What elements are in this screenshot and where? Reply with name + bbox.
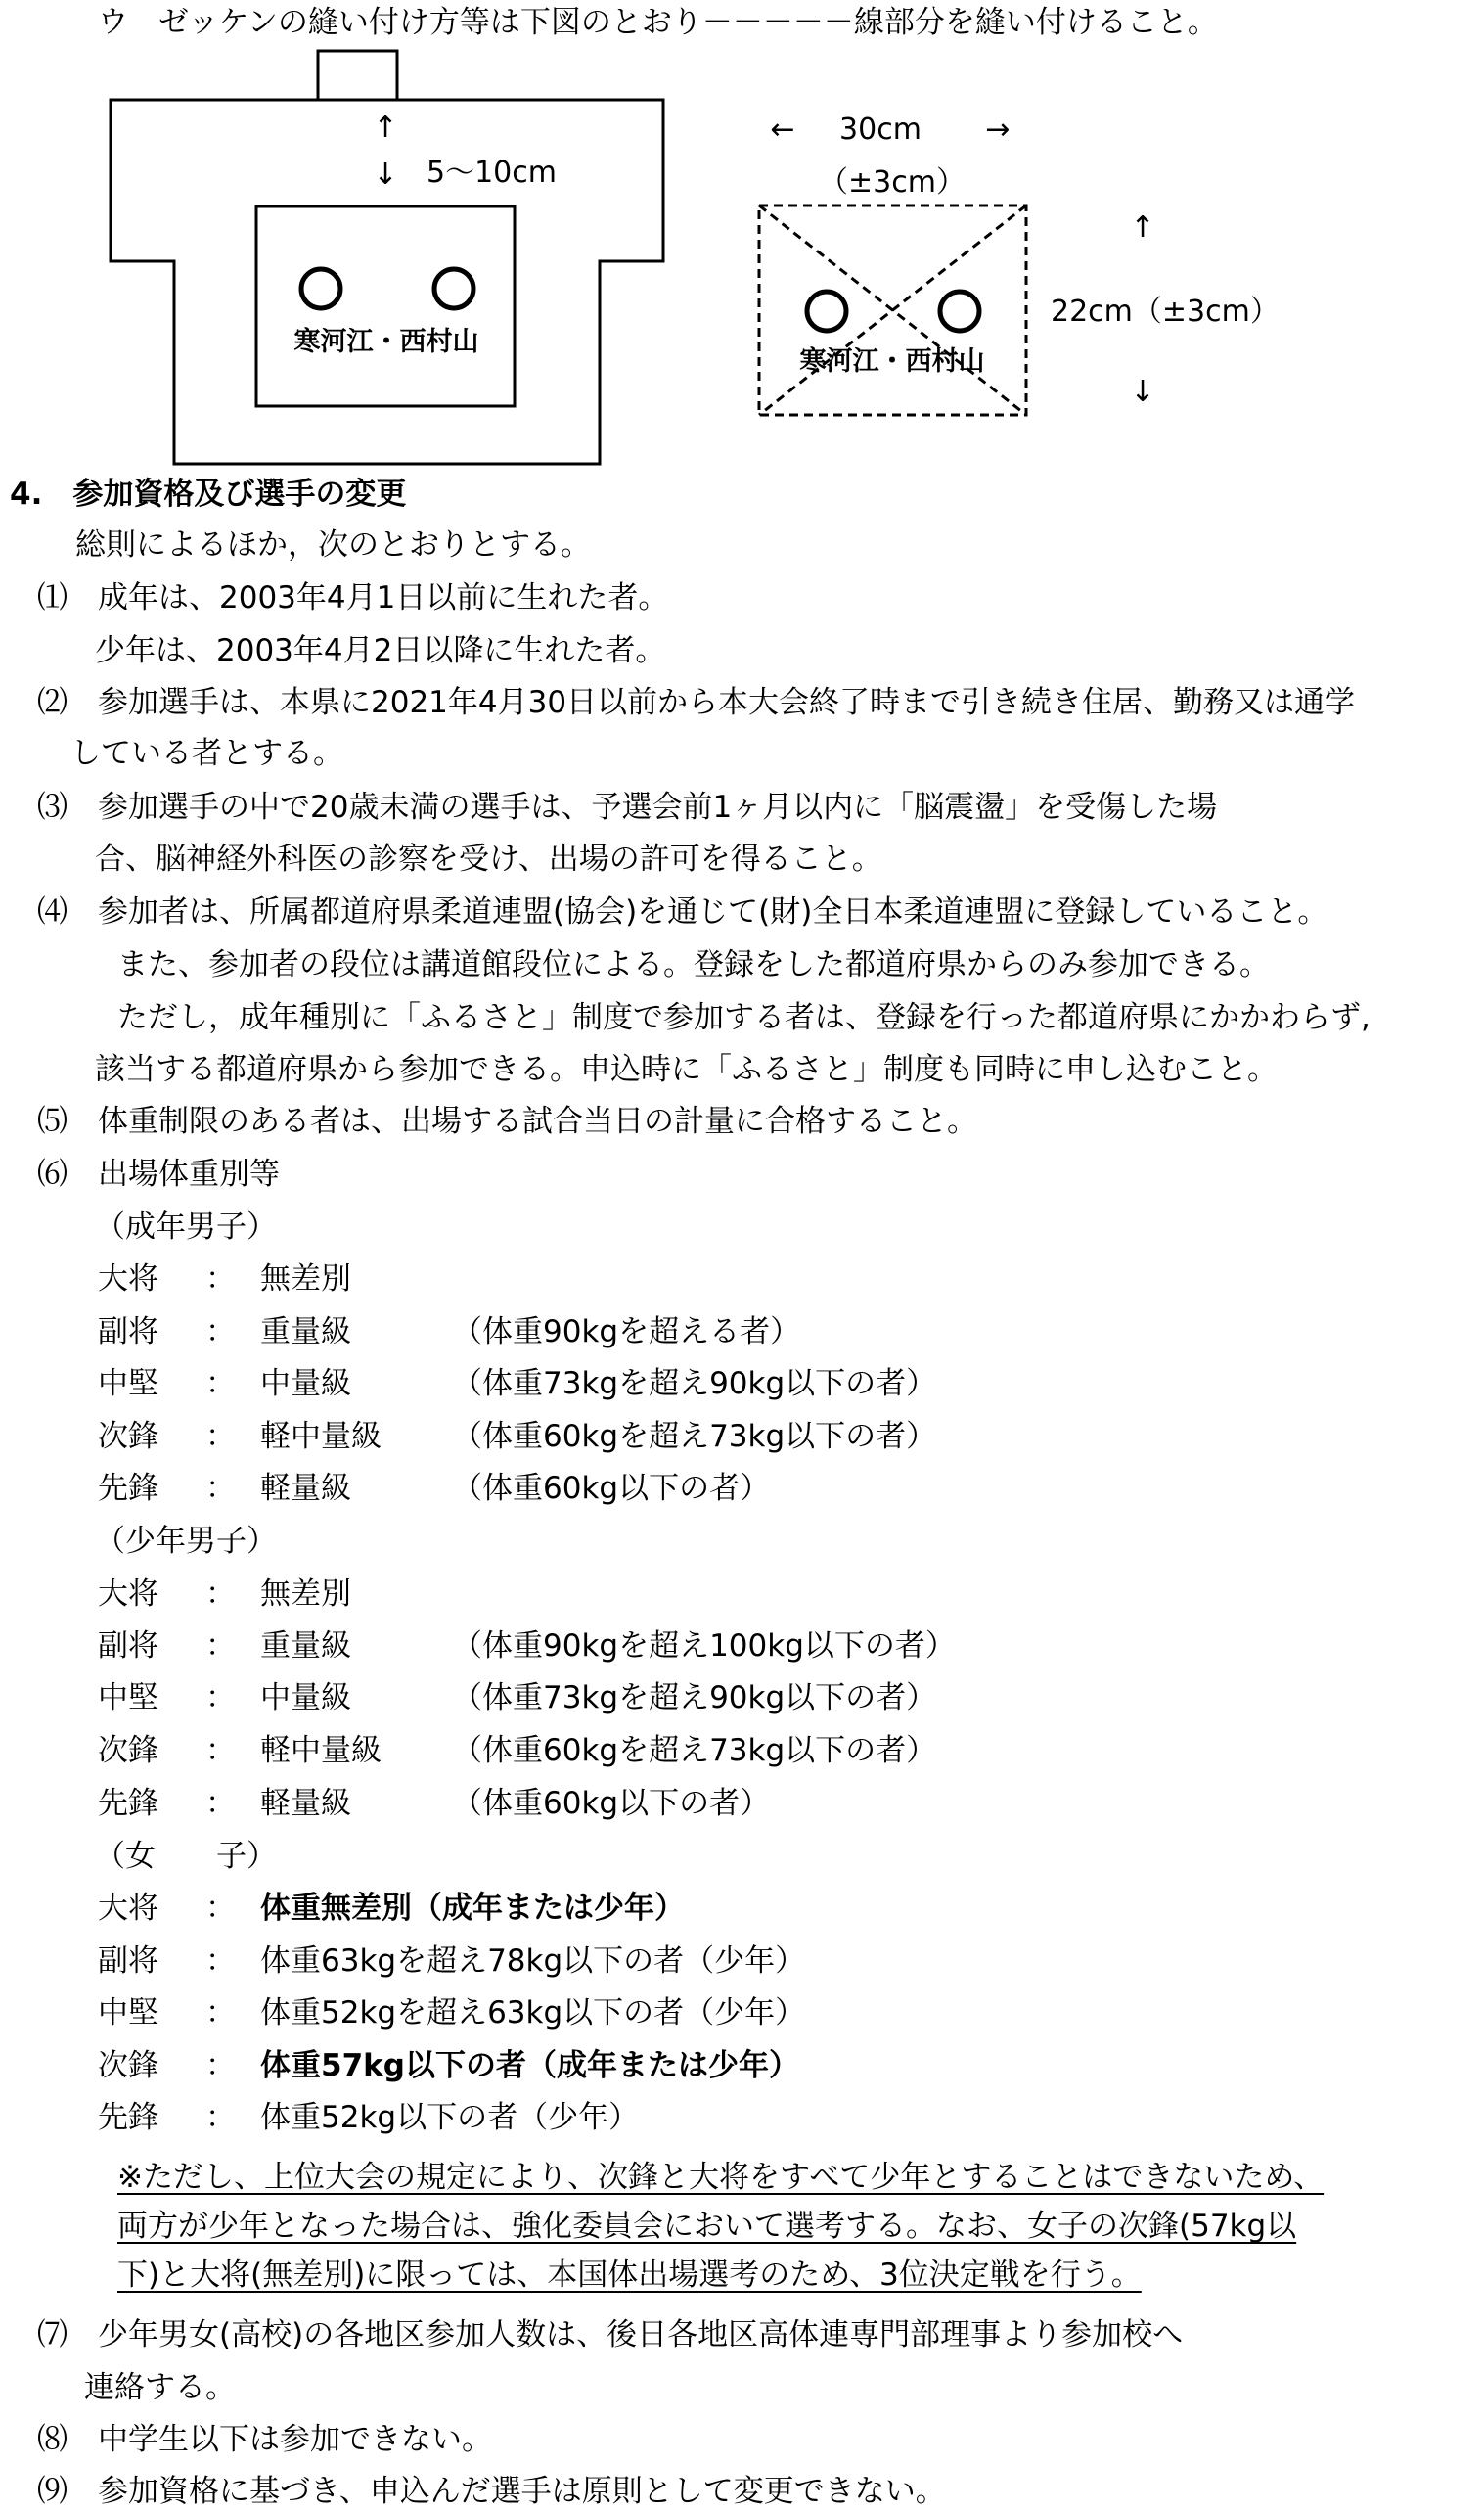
- weight-class: 軽量級: [260, 1471, 351, 1506]
- group-title-women: （女 子）: [95, 1839, 277, 1874]
- shirt-cloth-team-name: 寒河江・西村山: [293, 327, 479, 357]
- cloth-circle-left: [807, 292, 846, 331]
- weight-class: 無差別: [260, 1261, 351, 1297]
- item-3-line-1: ⑶ 参加選手の中で20歳未満の選手は、予選会前1ヶ月以内に「脳震盪」を受傷した場: [37, 790, 1218, 825]
- weight-class: 中量級: [260, 1366, 351, 1401]
- notice-line-2: 両方が少年となった場合は、強化委員会において選考する。なお、女子の次鋒(57kg以: [117, 2209, 1297, 2244]
- weight-note: （体重60kgを超え73kg以下の者）: [452, 1419, 937, 1454]
- position-label: 次鋒: [98, 2048, 158, 2083]
- separator: ：: [205, 1943, 236, 1979]
- height-arrow-down: ↓: [1130, 375, 1155, 409]
- position-label: 中堅: [98, 1995, 158, 2030]
- position-label: 次鋒: [98, 1419, 158, 1454]
- separator: ：: [205, 1419, 236, 1454]
- position-label: 大将: [98, 1891, 158, 1926]
- zekken-diagram: [0, 0, 1484, 470]
- position-label: 副将: [98, 1943, 158, 1979]
- item-3-line-2: 合、脳神経外科医の診察を受け、出場の許可を得ること。: [95, 842, 882, 877]
- separator: ：: [205, 1891, 236, 1926]
- weight-note: （体重60kgを超え73kg以下の者）: [452, 1733, 937, 1768]
- position-label: 大将: [98, 1261, 158, 1297]
- separator: ：: [205, 1733, 236, 1768]
- shirt-cloth: [256, 206, 515, 406]
- separator: ：: [205, 1261, 236, 1297]
- weight-note: （体重90kgを超える者）: [452, 1314, 801, 1349]
- position-label: 先鋒: [98, 1471, 158, 1506]
- separator: ：: [205, 1786, 236, 1821]
- width-label: 30cm: [839, 113, 922, 147]
- item-2-line-1: ⑵ 参加選手は、本県に2021年4月30日以前から本大会終了時まで引き続き住居、勤務又は通学: [37, 685, 1356, 720]
- gap-arrow-down: ↓: [373, 158, 398, 192]
- shirt-cloth-circle-left: [301, 269, 340, 308]
- gap-label: 5～10cm: [427, 156, 557, 190]
- weight-class: 重量級: [260, 1628, 351, 1664]
- item-2-line-2: している者とする。: [70, 736, 343, 771]
- width-tolerance: （±3cm）: [819, 165, 966, 200]
- position-label: 先鋒: [98, 1786, 158, 1821]
- group-title-youth-men: （少年男子）: [95, 1524, 277, 1559]
- weight-class: 体重無差別（成年または少年）: [260, 1891, 685, 1926]
- width-arrow-right: →: [985, 113, 1011, 147]
- width-arrow-left: ←: [770, 113, 795, 147]
- item-6: ⑹ 出場体重別等: [37, 1157, 280, 1192]
- weight-class: 体重63kgを超え78kg以下の者（少年）: [260, 1943, 806, 1979]
- weight-class: 無差別: [260, 1576, 351, 1612]
- item-9: ⑼ 参加資格に基づき、申込んだ選手は原則として変更できない。: [37, 2474, 946, 2509]
- separator: ：: [205, 1576, 236, 1612]
- separator: ：: [205, 1471, 236, 1506]
- weight-note: （体重90kgを超え100kg以下の者）: [452, 1628, 956, 1664]
- item-8: ⑻ 中学生以下は参加できない。: [37, 2422, 492, 2457]
- weight-class: 軽中量級: [260, 1419, 382, 1454]
- item-4-line-2: また、参加者の段位は講道館段位による。登録をした都道府県からのみ参加できる。: [117, 947, 1270, 982]
- section-intro: 総則によるほか，次のとおりとする。: [75, 527, 591, 563]
- section-heading: 4. 参加資格及び選手の変更: [10, 477, 407, 512]
- position-label: 副将: [98, 1628, 158, 1664]
- cloth-circle-right: [940, 292, 979, 331]
- position-label: 大将: [98, 1576, 158, 1612]
- item-4-line-1: ⑷ 参加者は、所属都道府県柔道連盟(協会)を通じて(財)全日本柔道連盟に登録していること。: [37, 894, 1328, 930]
- item-4-line-4: 該当する都道府県から参加できる。申込時に「ふるさと」制度も同時に申し込むこと。: [95, 1052, 1278, 1087]
- item-7-line-2: 連絡する。: [84, 2370, 236, 2405]
- separator: ：: [205, 1366, 236, 1401]
- weight-class: 重量級: [260, 1314, 351, 1349]
- shirt-cloth-circle-right: [434, 269, 473, 308]
- gap-arrow-up: ↑: [373, 111, 398, 145]
- item-1-line-1: ⑴ 成年は、2003年4月1日以前に生れた者。: [37, 580, 669, 616]
- item-4-line-3: ただし，成年種別に「ふるさと」制度で参加する者は、登録を行った都道府県にかかわらず,: [117, 1000, 1371, 1035]
- notice-line-1: ※ただし、上位大会の規定により、次鋒と大将をすべて少年とすることはできないため、: [117, 2160, 1325, 2195]
- separator: ：: [205, 1680, 236, 1715]
- position-label: 中堅: [98, 1366, 158, 1401]
- separator: ：: [205, 2100, 236, 2135]
- group-title-adult-men: （成年男子）: [95, 1209, 277, 1245]
- weight-class: 軽量級: [260, 1786, 351, 1821]
- weight-note: （体重60kg以下の者）: [452, 1786, 771, 1821]
- item-7-line-1: ⑺ 少年男女(高校)の各地区参加人数は、後日各地区高体連専門部理事より参加校へ: [37, 2317, 1184, 2352]
- separator: ：: [205, 1314, 236, 1349]
- separator: ：: [205, 1995, 236, 2030]
- weight-class: 体重52kg以下の者（少年）: [260, 2100, 640, 2135]
- item-1-line-2: 少年は、2003年4月2日以降に生れた者。: [95, 633, 666, 668]
- position-label: 副将: [98, 1314, 158, 1349]
- weight-class: 体重52kgを超え63kg以下の者（少年）: [260, 1995, 806, 2030]
- position-label: 中堅: [98, 1680, 158, 1715]
- position-label: 先鋒: [98, 2100, 158, 2135]
- height-label: 22cm（±3cm）: [1051, 295, 1280, 329]
- item-5: ⑸ 体重制限のある者は、出場する試合当日の計量に合格すること。: [37, 1104, 977, 1139]
- separator: ：: [205, 1628, 236, 1664]
- height-arrow-up: ↑: [1130, 210, 1155, 245]
- weight-note: （体重73kgを超え90kg以下の者）: [452, 1680, 937, 1715]
- weight-note: （体重73kgを超え90kg以下の者）: [452, 1366, 937, 1401]
- weight-class: 軽中量級: [260, 1733, 382, 1768]
- sewing-instruction: ウ ゼッケンの縫い付け方等は下図のとおり－－－－－線部分を縫い付けること。: [98, 5, 1218, 40]
- separator: ：: [205, 2048, 236, 2083]
- position-label: 次鋒: [98, 1733, 158, 1768]
- cloth-team-name: 寒河江・西村山: [799, 346, 985, 377]
- weight-class: 体重57kg以下の者（成年または少年）: [260, 2048, 799, 2083]
- weight-class: 中量級: [260, 1680, 351, 1715]
- weight-note: （体重60kg以下の者）: [452, 1471, 771, 1506]
- notice-line-3: 下)と大将(無差別)に限っては、本国体出場選考のため、3位決定戦を行う。: [117, 2258, 1142, 2293]
